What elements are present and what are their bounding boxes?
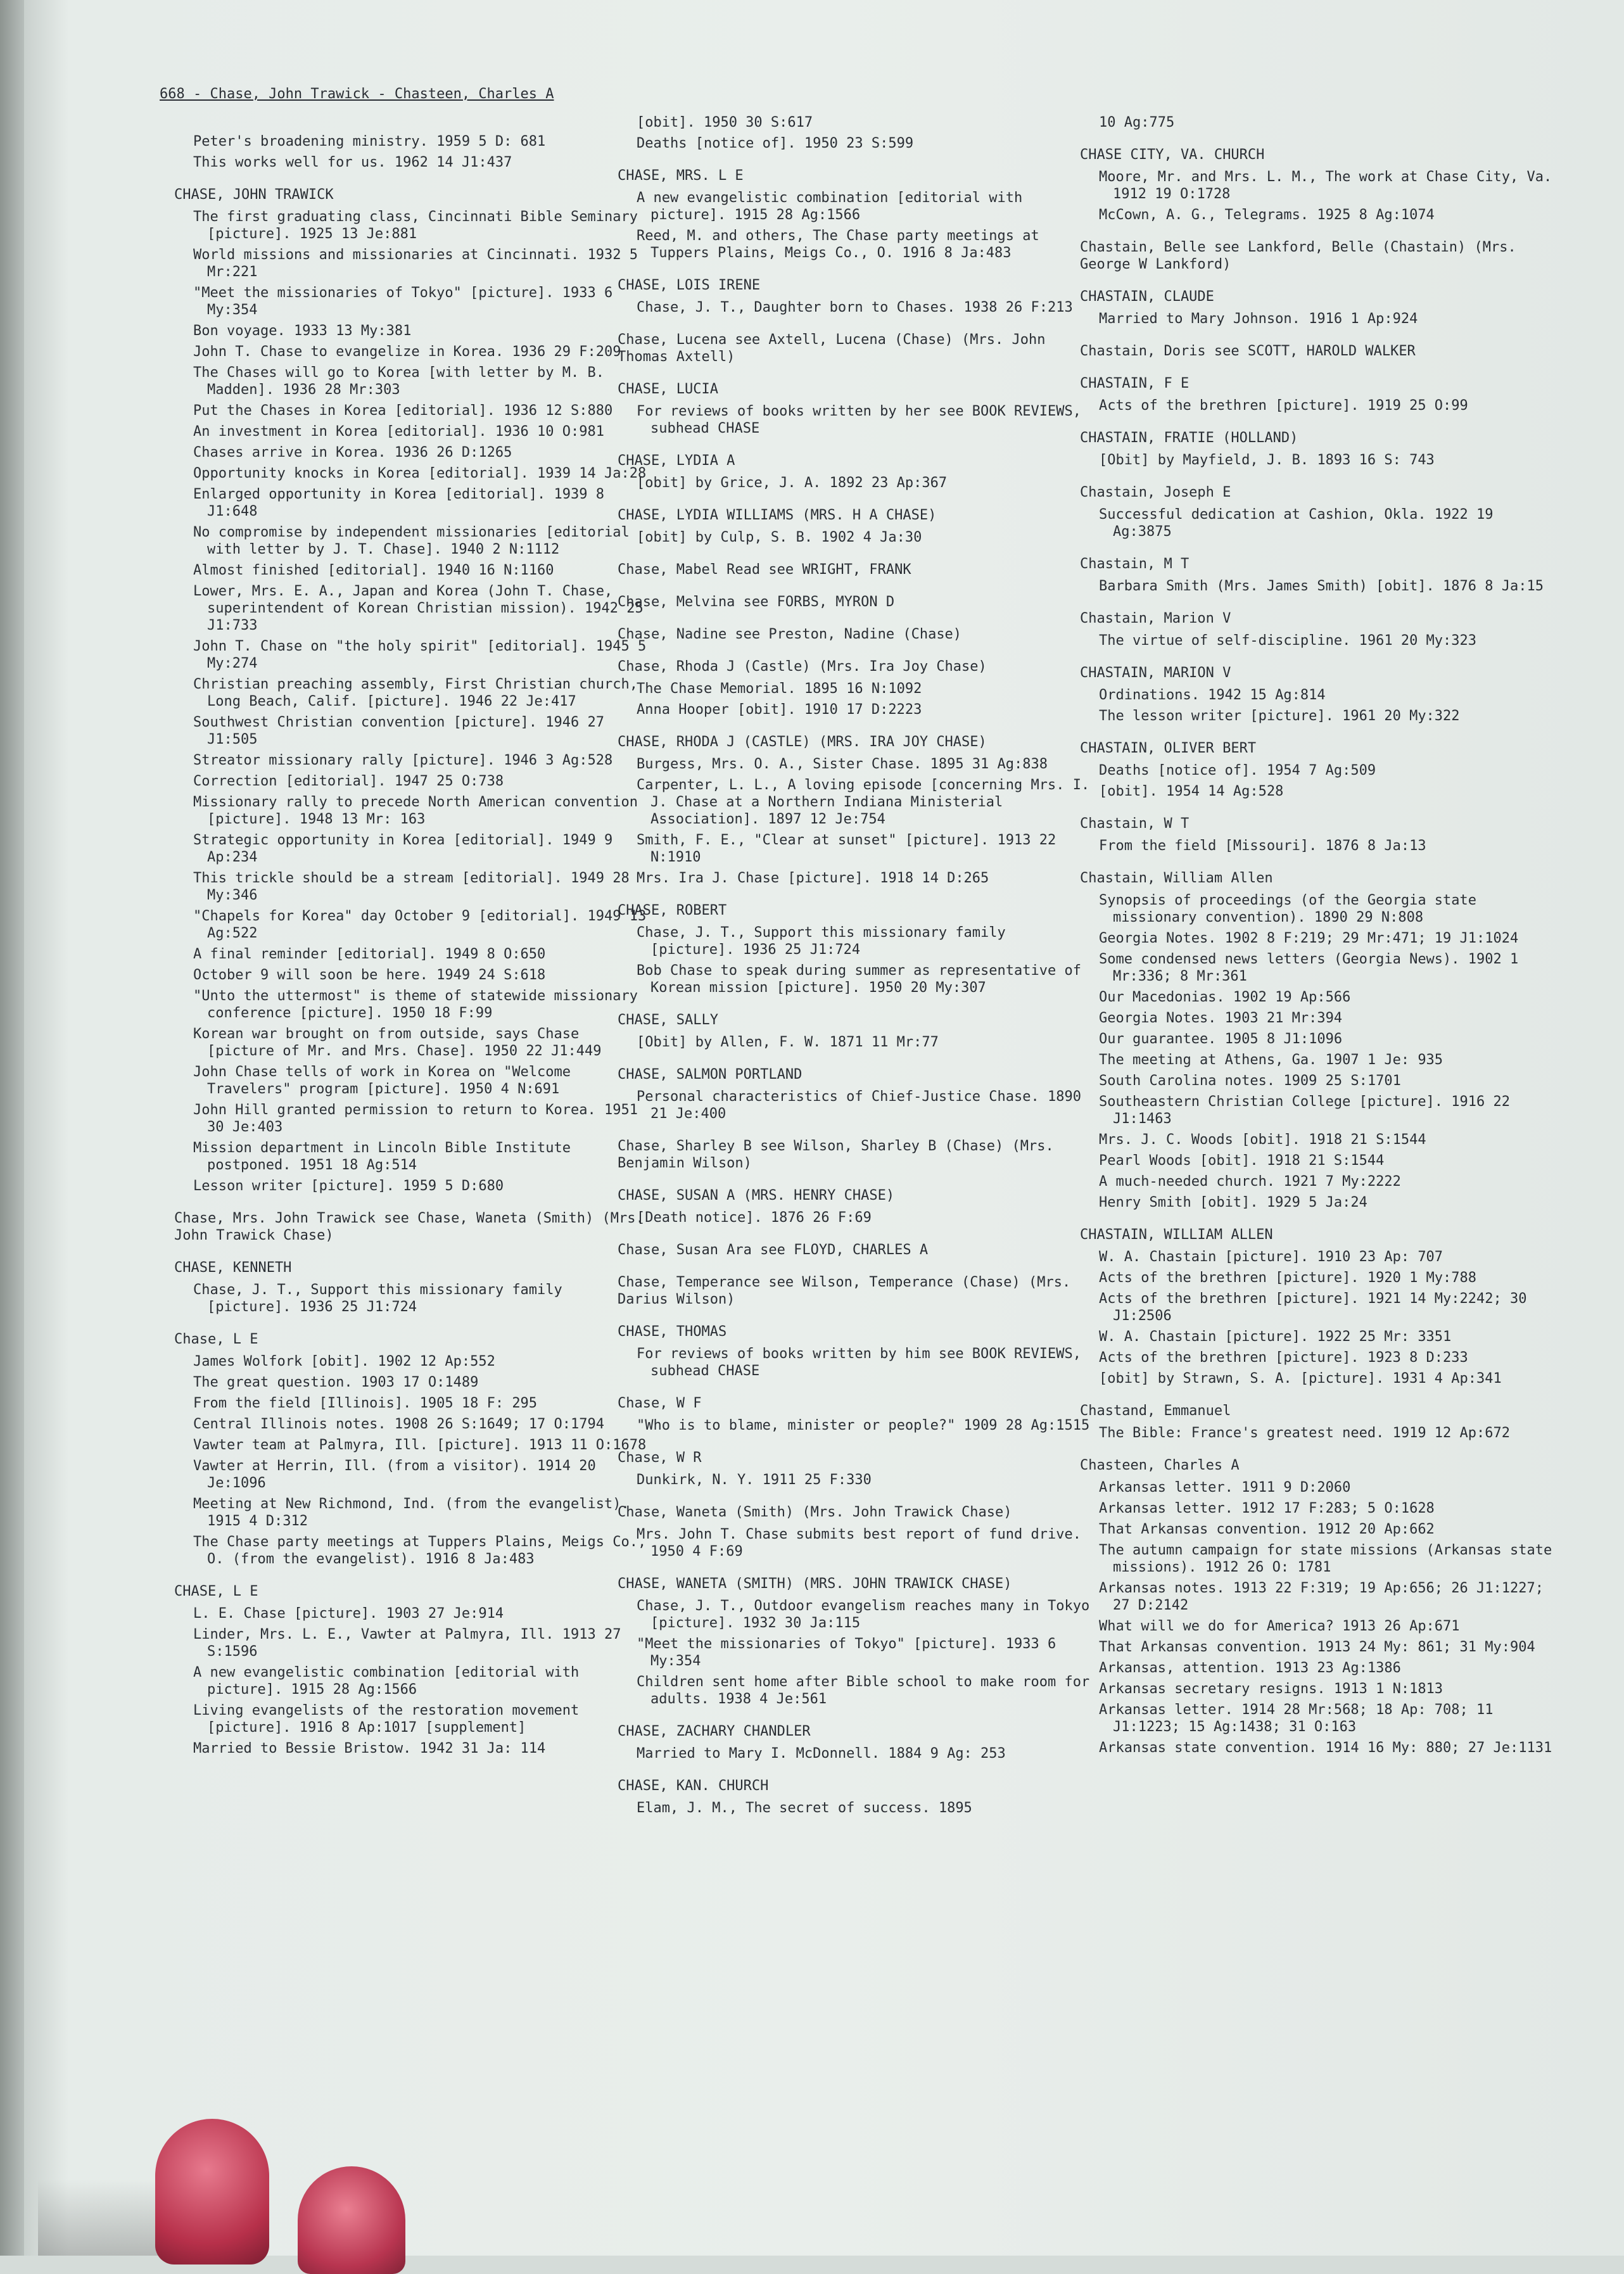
index-entry: Arkansas, attention. 1913 23 Ag:1386 bbox=[1099, 1660, 1401, 1676]
index-entry: [Obit] by Mayfield, J. B. 1893 16 S: 743 bbox=[1099, 452, 1435, 468]
holding-thumb bbox=[155, 2119, 269, 2264]
index-entry: This works well for us. 1962 14 J1:437 bbox=[193, 155, 512, 170]
index-entry: Some condensed news letters (Georgia News). 1902 1 Mr:336; 8 Mr:361 bbox=[1099, 951, 1519, 984]
index-heading: CHASE, KENNETH bbox=[174, 1260, 292, 1276]
index-entry: Our guarantee. 1905 8 J1:1096 bbox=[1099, 1031, 1343, 1047]
index-heading: CHASE, LOIS IRENE bbox=[618, 277, 761, 293]
index-entry: Lower, Mrs. E. A., Japan and Korea (John T. Chase, superintendent of Korean Christian mission). 1942 25 J1:733 bbox=[193, 583, 644, 633]
index-entry: Married to Mary Johnson. 1916 1 Ap:924 bbox=[1099, 311, 1418, 327]
index-heading: Chase, W R bbox=[618, 1450, 702, 1466]
index-entry: Arkansas letter. 1912 17 F:283; 5 O:1628 bbox=[1099, 1501, 1435, 1516]
index-entry: Mrs. Ira J. Chase [picture]. 1918 14 D:265 bbox=[637, 870, 989, 886]
index-entry: World missions and missionaries at Cincinnati. 1932 5 Mr:221 bbox=[193, 247, 638, 280]
index-heading: CHASTAIN, CLAUDE bbox=[1080, 289, 1214, 305]
index-entry: Acts of the brethren [picture]. 1920 1 My:788 bbox=[1099, 1270, 1477, 1286]
index-entry: Christian preaching assembly, First Christian church, Long Beach, Calif. [picture]. 1946 22 Je:417 bbox=[193, 676, 638, 709]
index-entry: Chase, J. T., Outdoor evangelism reaches many in Tokyo [picture]. 1932 30 Ja:115 bbox=[637, 1598, 1090, 1631]
index-heading: Chasteen, Charles A bbox=[1080, 1458, 1240, 1473]
index-heading: Chastain, Doris see SCOTT, HAROLD WALKER bbox=[1080, 343, 1416, 359]
index-entry: A new evangelistic combination [editorial with picture]. 1915 28 Ag:1566 bbox=[193, 1665, 580, 1698]
index-entry: Opportunity knocks in Korea [editorial]. 1939 14 Ja:28 bbox=[193, 466, 647, 481]
index-entry: From the field [Missouri]. 1876 8 Ja:13 bbox=[1099, 838, 1426, 854]
index-entry: Reed, M. and others, The Chase party meetings at Tuppers Plains, Meigs Co., O. 1916 8 Ja:483 bbox=[637, 228, 1039, 261]
index-entry: Children sent home after Bible school to make room for adults. 1938 4 Je:561 bbox=[637, 1674, 1090, 1707]
index-entry: Streator missionary rally [picture]. 1946 3 Ag:528 bbox=[193, 753, 613, 768]
index-entry: Arkansas letter. 1914 28 Mr:568; 18 Ap: 708; 11 J1:1223; 15 Ag:1438; 31 O:163 bbox=[1099, 1702, 1494, 1735]
index-entry: This trickle should be a stream [editorial]. 1949 28 My:346 bbox=[193, 870, 630, 903]
index-entry: That Arkansas convention. 1913 24 My: 861; 31 My:904 bbox=[1099, 1639, 1535, 1655]
index-entry: John Hill granted permission to return to Korea. 1951 30 Je:403 bbox=[193, 1102, 638, 1135]
index-entry: Arkansas letter. 1911 9 D:2060 bbox=[1099, 1480, 1351, 1496]
index-heading: Chase, L E bbox=[174, 1331, 258, 1347]
index-entry: Vawter at Herrin, Ill. (from a visitor). 1914 20 Je:1096 bbox=[193, 1458, 596, 1491]
index-heading: CHASE, JOHN TRAWICK bbox=[174, 187, 334, 203]
index-entry: What will we do for America? 1913 26 Ap:671 bbox=[1099, 1618, 1460, 1634]
index-heading: CHASE, THOMAS bbox=[618, 1324, 727, 1340]
index-entry: Married to Mary I. McDonnell. 1884 9 Ag: 253 bbox=[637, 1746, 1006, 1762]
index-heading: CHASE CITY, VA. CHURCH bbox=[1080, 147, 1265, 163]
index-entry: The Chase party meetings at Tuppers Plains, Meigs Co., O. (from the evangelist). 1916 8 Ja:483 bbox=[193, 1534, 647, 1567]
index-heading: CHASE, LYDIA WILLIAMS (MRS. H A CHASE) bbox=[618, 507, 937, 523]
index-entry: "Chapels for Korea" day October 9 [editorial]. 1949 13 Ag:522 bbox=[193, 908, 647, 941]
index-heading: Chase, Temperance see Wilson, Temperance (Chase) (Mrs. Darius Wilson) bbox=[618, 1274, 1071, 1307]
index-entry: Deaths [notice of]. 1950 23 S:599 bbox=[637, 136, 914, 151]
index-entry: James Wolfork [obit]. 1902 12 Ap:552 bbox=[193, 1354, 495, 1369]
index-heading: Chase, Lucena see Axtell, Lucena (Chase) (Mrs. John Thomas Axtell) bbox=[618, 332, 1046, 365]
index-entry: Smith, F. E., "Clear at sunset" [picture]. 1913 22 N:1910 bbox=[637, 832, 1056, 865]
index-entry: John T. Chase to evangelize in Korea. 1936 29 F:209 bbox=[193, 344, 621, 360]
index-entry: The Chase Memorial. 1895 16 N:1092 bbox=[637, 681, 922, 697]
index-heading: CHASTAIN, WILLIAM ALLEN bbox=[1080, 1227, 1273, 1243]
holding-finger bbox=[298, 2166, 405, 2274]
index-heading: Chase, Sharley B see Wilson, Sharley B (Chase) (Mrs. Benjamin Wilson) bbox=[618, 1138, 1054, 1171]
index-entry: Anna Hooper [obit]. 1910 17 D:2223 bbox=[637, 702, 922, 718]
index-entry: Korean war brought on from outside, says Chase [picture of Mr. and Mrs. Chase]. 1950 22 J1:449 bbox=[193, 1026, 602, 1059]
index-heading: CHASE, L E bbox=[174, 1584, 258, 1599]
index-heading: CHASTAIN, MARION V bbox=[1080, 665, 1231, 681]
index-column-1 bbox=[174, 133, 649, 1761]
index-heading: Chastand, Emmanuel bbox=[1080, 1403, 1231, 1419]
index-entry: Chase, J. T., Support this missionary family [picture]. 1936 25 J1:724 bbox=[637, 925, 1006, 958]
index-heading: Chastain, Marion V bbox=[1080, 611, 1231, 626]
index-entry: Deaths [notice of]. 1954 7 Ag:509 bbox=[1099, 763, 1376, 778]
index-column-2 bbox=[618, 114, 1093, 1820]
index-entry: Arkansas secretary resigns. 1913 1 N:1813 bbox=[1099, 1681, 1443, 1697]
index-entry: A new evangelistic combination [editorial with picture]. 1915 28 Ag:1566 bbox=[637, 190, 1023, 223]
book-spine bbox=[0, 0, 24, 2256]
index-entry: [obit]. 1954 14 Ag:528 bbox=[1099, 784, 1284, 799]
index-heading: CHASE, RHODA J (CASTLE) (MRS. IRA JOY CHASE) bbox=[618, 734, 987, 750]
index-entry: That Arkansas convention. 1912 20 Ap:662 bbox=[1099, 1521, 1435, 1537]
index-entry: Linder, Mrs. L. E., Vawter at Palmyra, Ill. 1913 27 S:1596 bbox=[193, 1627, 621, 1660]
index-heading: CHASE, SUSAN A (MRS. HENRY CHASE) bbox=[618, 1188, 895, 1204]
index-heading: CHASTAIN, OLIVER BERT bbox=[1080, 740, 1257, 756]
index-entry: McCown, A. G., Telegrams. 1925 8 Ag:1074 bbox=[1099, 207, 1435, 223]
index-entry: Mrs. John T. Chase submits best report of fund drive. 1950 4 F:69 bbox=[637, 1527, 1081, 1559]
index-heading: Chastain, William Allen bbox=[1080, 870, 1273, 886]
index-heading: Chase, Nadine see Preston, Nadine (Chase) bbox=[618, 626, 962, 642]
index-entry: Acts of the brethren [picture]. 1921 14 My:2242; 30 J1:2506 bbox=[1099, 1291, 1527, 1324]
index-entry: Chase, J. T., Support this missionary family [picture]. 1936 25 J1:724 bbox=[193, 1282, 562, 1315]
index-heading: Chase, Mrs. John Trawick see Chase, Waneta (Smith) (Mrs. John Trawick Chase) bbox=[174, 1210, 644, 1243]
index-heading: CHASE, ROBERT bbox=[618, 903, 727, 918]
index-entry: Georgia Notes. 1902 8 F:219; 29 Mr:471; 19 J1:1024 bbox=[1099, 931, 1519, 946]
index-entry: Married to Bessie Bristow. 1942 31 Ja: 114 bbox=[193, 1741, 546, 1756]
index-entry: "Who is to blame, minister or people?" 1909 28 Ag:1515 bbox=[637, 1418, 1090, 1433]
index-entry: W. A. Chastain [picture]. 1910 23 Ap: 707 bbox=[1099, 1249, 1443, 1265]
index-heading: CHASE, WANETA (SMITH) (MRS. JOHN TRAWICK CHASE) bbox=[618, 1576, 1012, 1592]
index-entry: A much-needed church. 1921 7 My:2222 bbox=[1099, 1174, 1401, 1190]
index-entry: October 9 will soon be here. 1949 24 S:618 bbox=[193, 967, 546, 983]
index-entry: Southwest Christian convention [picture]. 1946 27 J1:505 bbox=[193, 715, 605, 747]
index-entry: Chase, J. T., Daughter born to Chases. 1938 26 F:213 bbox=[637, 300, 1073, 315]
index-entry: Carpenter, L. L., A loving episode [concerning Mrs. I. J. Chase at a Northern Indiana Ministerial Association]. 1897 12 Je:754 bbox=[637, 777, 1090, 827]
index-entry: For reviews of books written by him see BOOK REVIEWS, subhead CHASE bbox=[637, 1346, 1081, 1379]
index-entry: Synopsis of proceedings (of the Georgia state missionary convention). 1890 29 N:808 bbox=[1099, 892, 1477, 925]
index-entry: Moore, Mr. and Mrs. L. M., The work at Chase City, Va. 1912 19 O:1728 bbox=[1099, 169, 1552, 202]
index-entry: The Chases will go to Korea [with letter by M. B. Madden]. 1936 28 Mr:303 bbox=[193, 365, 605, 398]
index-entry: Put the Chases in Korea [editorial]. 1936 12 S:880 bbox=[193, 403, 613, 419]
index-entry: No compromise by independent missionaries [editorial with letter by J. T. Chase]. 1940 2 N:1112 bbox=[193, 524, 630, 557]
index-entry: Bon voyage. 1933 13 My:381 bbox=[193, 323, 412, 339]
index-entry: [obit] by Culp, S. B. 1902 4 Ja:30 bbox=[637, 530, 922, 545]
index-entry: Mrs. J. C. Woods [obit]. 1918 21 S:1544 bbox=[1099, 1132, 1426, 1148]
index-entry: Arkansas notes. 1913 22 F:319; 19 Ap:656; 26 J1:1227; 27 D:2142 bbox=[1099, 1580, 1544, 1613]
running-header: 668 - Chase, John Trawick - Chasteen, Charles A bbox=[160, 86, 554, 102]
index-entry: The meeting at Athens, Ga. 1907 1 Je: 935 bbox=[1099, 1052, 1443, 1068]
index-entry: L. E. Chase [picture]. 1903 27 Je:914 bbox=[193, 1606, 504, 1622]
index-heading: CHASE, KAN. CHURCH bbox=[618, 1778, 769, 1794]
index-heading: CHASTAIN, F E bbox=[1080, 376, 1189, 391]
index-entry: Correction [editorial]. 1947 25 O:738 bbox=[193, 773, 504, 789]
index-heading: CHASE, MRS. L E bbox=[618, 168, 744, 184]
index-entry: Strategic opportunity in Korea [editorial]. 1949 9 Ap:234 bbox=[193, 832, 613, 865]
index-entry: Vawter team at Palmyra, Ill. [picture]. 1913 11 O:1678 bbox=[193, 1437, 647, 1453]
index-entry: [obit]. 1950 30 S:617 bbox=[637, 115, 813, 130]
index-entry: "Meet the missionaries of Tokyo" [picture]. 1933 6 My:354 bbox=[193, 285, 613, 318]
index-heading: Chase, Waneta (Smith) (Mrs. John Trawick Chase) bbox=[618, 1504, 1012, 1520]
index-entry: Enlarged opportunity in Korea [editorial]. 1939 8 J1:648 bbox=[193, 486, 605, 519]
index-entry: John T. Chase on "the holy spirit" [editorial]. 1945 5 My:274 bbox=[193, 638, 647, 671]
index-entry: The first graduating class, Cincinnati Bible Seminary [picture]. 1925 13 Je:881 bbox=[193, 209, 638, 242]
index-heading: CHASE, ZACHARY CHANDLER bbox=[618, 1724, 811, 1739]
index-entry: Almost finished [editorial]. 1940 16 N:1160 bbox=[193, 562, 554, 578]
index-entry: [Death notice]. 1876 26 F:69 bbox=[637, 1210, 872, 1226]
index-entry: An investment in Korea [editorial]. 1936 10 O:981 bbox=[193, 424, 605, 440]
index-entry: Lesson writer [picture]. 1959 5 D:680 bbox=[193, 1178, 504, 1194]
index-entry: John Chase tells of work in Korea on "Welcome Travelers" program [picture]. 1950 4 N:691 bbox=[193, 1064, 571, 1097]
index-entry: "Meet the missionaries of Tokyo" [picture]. 1933 6 My:354 bbox=[637, 1636, 1056, 1669]
index-heading: CHASE, LUCIA bbox=[618, 381, 718, 397]
index-entry: Arkansas state convention. 1914 16 My: 880; 27 Je:1131 bbox=[1099, 1740, 1552, 1756]
index-entry: Acts of the brethren [picture]. 1923 8 D:233 bbox=[1099, 1350, 1468, 1366]
index-heading: CHASE, SALLY bbox=[618, 1012, 718, 1028]
index-entry: Acts of the brethren [picture]. 1919 25 O:99 bbox=[1099, 398, 1468, 414]
index-entry: For reviews of books written by her see BOOK REVIEWS, subhead CHASE bbox=[637, 403, 1081, 436]
index-entry: Ordinations. 1942 15 Ag:814 bbox=[1099, 687, 1326, 703]
index-heading: Chase, Mabel Read see WRIGHT, FRANK bbox=[618, 562, 911, 578]
index-heading: Chase, W F bbox=[618, 1395, 702, 1411]
index-entry: Burgess, Mrs. O. A., Sister Chase. 1895 31 Ag:838 bbox=[637, 756, 1048, 772]
index-entry: Dunkirk, N. Y. 1911 25 F:330 bbox=[637, 1472, 872, 1488]
index-heading: CHASTAIN, FRATIE (HOLLAND) bbox=[1080, 430, 1298, 446]
index-entry: 10 Ag:775 bbox=[1099, 115, 1175, 130]
index-entry: Living evangelists of the restoration movement [picture]. 1916 8 Ap:1017 [supplement] bbox=[193, 1703, 580, 1736]
index-entry: From the field [Illinois]. 1905 18 F: 295 bbox=[193, 1395, 538, 1411]
index-entry: Missionary rally to precede North American convention [picture]. 1948 13 Mr: 163 bbox=[193, 794, 638, 827]
index-entry: W. A. Chastain [picture]. 1922 25 Mr: 3351 bbox=[1099, 1329, 1452, 1345]
index-entry: Bob Chase to speak during summer as representative of Korean mission [picture]. 1950 20 My:307 bbox=[637, 963, 1081, 996]
index-entry: South Carolina notes. 1909 25 S:1701 bbox=[1099, 1073, 1401, 1089]
index-entry: "Unto the uttermost" is theme of statewide missionary conference [picture]. 1950 18 F:99 bbox=[193, 988, 638, 1021]
index-entry: [Obit] by Allen, F. W. 1871 11 Mr:77 bbox=[637, 1034, 939, 1050]
index-entry: [obit] by Strawn, S. A. [picture]. 1931 4 Ap:341 bbox=[1099, 1371, 1502, 1387]
index-entry: The autumn campaign for state missions (Arkansas state missions). 1912 26 O: 1781 bbox=[1099, 1542, 1552, 1575]
index-heading: Chastain, W T bbox=[1080, 816, 1189, 832]
index-entry: Peter's broadening ministry. 1959 5 D: 681 bbox=[193, 134, 546, 149]
index-heading: CHASE, SALMON PORTLAND bbox=[618, 1067, 802, 1083]
index-entry: Our Macedonias. 1902 19 Ap:566 bbox=[1099, 989, 1351, 1005]
index-entry: Pearl Woods [obit]. 1918 21 S:1544 bbox=[1099, 1153, 1385, 1169]
index-column-3 bbox=[1080, 114, 1555, 1760]
index-entry: [obit] by Grice, J. A. 1892 23 Ap:367 bbox=[637, 475, 948, 491]
index-entry: The virtue of self-discipline. 1961 20 My:323 bbox=[1099, 633, 1477, 649]
index-entry: Henry Smith [obit]. 1929 5 Ja:24 bbox=[1099, 1195, 1367, 1210]
index-entry: The great question. 1903 17 O:1489 bbox=[193, 1375, 479, 1390]
index-entry: Personal characteristics of Chief-Justice Chase. 1890 21 Je:400 bbox=[637, 1089, 1081, 1122]
index-heading: CHASE, LYDIA A bbox=[618, 453, 735, 469]
index-entry: Mission department in Lincoln Bible Institute postponed. 1951 18 Ag:514 bbox=[193, 1140, 571, 1173]
index-entry: Successful dedication at Cashion, Okla. 1922 19 Ag:3875 bbox=[1099, 507, 1494, 540]
index-heading: Chase, Susan Ara see FLOYD, CHARLES A bbox=[618, 1242, 929, 1258]
index-heading: Chase, Rhoda J (Castle) (Mrs. Ira Joy Chase) bbox=[618, 659, 987, 675]
index-entry: The lesson writer [picture]. 1961 20 My:322 bbox=[1099, 708, 1460, 724]
index-entry: Central Illinois notes. 1908 26 S:1649; 17 O:1794 bbox=[193, 1416, 605, 1432]
index-entry: Barbara Smith (Mrs. James Smith) [obit]. 1876 8 Ja:15 bbox=[1099, 578, 1544, 594]
index-heading: Chastain, Belle see Lankford, Belle (Chastain) (Mrs. George W Lankford) bbox=[1080, 239, 1516, 272]
index-heading: Chastain, M T bbox=[1080, 556, 1189, 572]
index-heading: Chase, Melvina see FORBS, MYRON D bbox=[618, 594, 895, 610]
index-entry: Meeting at New Richmond, Ind. (from the evangelist). 1915 4 D:312 bbox=[193, 1496, 630, 1529]
index-entry: A final reminder [editorial]. 1949 8 O:650 bbox=[193, 946, 546, 962]
index-entry: Georgia Notes. 1903 21 Mr:394 bbox=[1099, 1010, 1343, 1026]
index-entry: Southeastern Christian College [picture]. 1916 22 J1:1463 bbox=[1099, 1094, 1511, 1127]
index-heading: Chastain, Joseph E bbox=[1080, 485, 1231, 500]
index-entry: Chases arrive in Korea. 1936 26 D:1265 bbox=[193, 445, 512, 461]
index-entry: The Bible: France's greatest need. 1919 12 Ap:672 bbox=[1099, 1425, 1511, 1441]
index-entry: Elam, J. M., The secret of success. 1895 bbox=[637, 1800, 972, 1816]
